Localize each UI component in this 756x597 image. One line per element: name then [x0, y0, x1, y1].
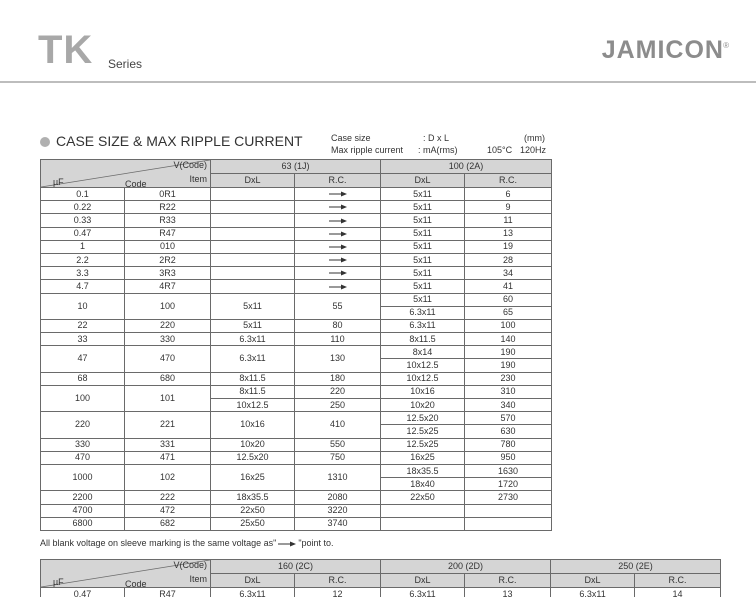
dxl-cell: 10x20 — [211, 438, 295, 451]
rc-cell: 410 — [295, 412, 381, 438]
table-row — [41, 201, 552, 214]
subheader-rc: R.C. — [635, 574, 721, 588]
rc-cell: 630 — [465, 425, 552, 438]
voltage-header-63: 63 (1J) — [211, 160, 381, 174]
code-cell: 220 — [125, 319, 211, 332]
capacitance-cell: 10 — [41, 293, 125, 319]
voltage-header-250: 250 (2E) — [551, 560, 721, 574]
capacitance-cell: 2.2 — [41, 253, 125, 266]
capacitance-cell: 0.22 — [41, 201, 125, 214]
corner-uf-label: µF — [53, 577, 64, 587]
footnote — [40, 538, 334, 548]
right-arrow-icon — [329, 218, 347, 224]
rc-cell: 550 — [295, 438, 381, 451]
table-corner-header — [41, 560, 211, 588]
table-row — [41, 588, 721, 597]
code-cell: 221 — [125, 412, 211, 438]
rc-cell: 41 — [465, 280, 552, 293]
dxl-cell: 10x12.5 — [381, 372, 465, 385]
ripple-table-160-250-clip — [40, 559, 756, 597]
rc-cell: 230 — [465, 372, 552, 385]
table-row — [41, 372, 552, 385]
corner-code-label: Code — [125, 579, 147, 588]
code-cell: 4R7 — [125, 280, 211, 293]
rc-cell: 190 — [465, 346, 552, 359]
code-cell: 680 — [125, 372, 211, 385]
case-size-value: : D x L — [423, 133, 450, 143]
rc-cell: 130 — [295, 346, 381, 372]
rc-cell: 1630 — [465, 464, 552, 477]
subheader-rc: R.C. — [295, 174, 381, 188]
dxl-cell: 5x11 — [211, 319, 295, 332]
dxl-cell: 6.3x11 — [551, 588, 635, 597]
ripple-value: : mA(rms) — [418, 145, 458, 155]
code-cell: 682 — [125, 517, 211, 530]
dxl-cell: 5x11 — [381, 227, 465, 240]
rc-cell: 340 — [465, 399, 552, 412]
code-cell: 100 — [125, 293, 211, 319]
dxl-cell: 10x16 — [381, 385, 465, 398]
rc-cell: 250 — [295, 399, 381, 412]
table-row — [41, 385, 552, 398]
subheader-dxl: DxL — [381, 174, 465, 188]
dxl-cell: 6.3x11 — [381, 588, 465, 597]
subheader-rc: R.C. — [465, 574, 551, 588]
header-rule — [0, 81, 756, 83]
table-row — [41, 412, 552, 425]
code-cell: R33 — [125, 214, 211, 227]
dxl-cell: 12.5x25 — [381, 425, 465, 438]
rc-cell — [295, 280, 381, 293]
right-arrow-icon — [329, 244, 347, 250]
dxl-cell: 6.3x11 — [211, 588, 295, 597]
case-size-label: Case size — [331, 133, 371, 143]
capacitance-cell: 33 — [41, 333, 125, 346]
ripple-table-160-250 — [40, 559, 721, 597]
rc-cell — [295, 227, 381, 240]
ripple-temp: 105°C — [487, 145, 513, 155]
series-label: Series — [108, 57, 143, 71]
rc-cell: 950 — [465, 451, 552, 464]
dxl-cell: 8x14 — [381, 346, 465, 359]
capacitance-cell: 220 — [41, 412, 125, 438]
rc-cell: 190 — [465, 359, 552, 372]
code-cell: R47 — [125, 227, 211, 240]
rc-cell: 13 — [465, 588, 551, 597]
rc-cell — [295, 188, 381, 201]
ripple-label: Max ripple current — [331, 145, 404, 155]
dxl-cell: 18x40 — [381, 478, 465, 491]
code-cell: 010 — [125, 240, 211, 253]
capacitance-cell: 2200 — [41, 491, 125, 504]
capacitance-cell: 0.47 — [41, 227, 125, 240]
corner-vcode-label: V(Code) — [173, 160, 207, 170]
code-cell: 101 — [125, 385, 211, 411]
rc-cell: 3740 — [295, 517, 381, 530]
rc-cell: 60 — [465, 293, 552, 306]
code-cell: 222 — [125, 491, 211, 504]
dxl-cell — [211, 267, 295, 280]
voltage-header-160: 160 (2C) — [211, 560, 381, 574]
table-row — [41, 438, 552, 451]
rc-cell: 100 — [465, 319, 552, 332]
table-row — [41, 464, 552, 477]
dxl-cell — [211, 240, 295, 253]
capacitance-cell: 100 — [41, 385, 125, 411]
rc-cell: 1310 — [295, 464, 381, 490]
code-cell: 471 — [125, 451, 211, 464]
dxl-cell — [211, 227, 295, 240]
capacitance-cell: 68 — [41, 372, 125, 385]
dxl-cell: 25x50 — [211, 517, 295, 530]
rc-cell: 180 — [295, 372, 381, 385]
rc-cell: 80 — [295, 319, 381, 332]
rc-cell: 750 — [295, 451, 381, 464]
right-arrow-icon — [329, 191, 347, 197]
rc-cell — [465, 517, 552, 530]
rc-cell — [465, 504, 552, 517]
code-cell: 3R3 — [125, 267, 211, 280]
dxl-cell: 5x11 — [381, 267, 465, 280]
dxl-cell: 10x20 — [381, 399, 465, 412]
dxl-cell — [211, 214, 295, 227]
subheader-dxl: DxL — [381, 574, 465, 588]
table-row — [41, 188, 552, 201]
table-row — [41, 451, 552, 464]
dxl-cell — [211, 253, 295, 266]
dxl-cell — [211, 280, 295, 293]
section-title: CASE SIZE & MAX RIPPLE CURRENT — [56, 133, 303, 149]
rc-cell — [295, 240, 381, 253]
corner-item-label: Item — [189, 574, 207, 584]
rc-cell: 34 — [465, 267, 552, 280]
table-row — [41, 491, 552, 504]
capacitance-cell: 330 — [41, 438, 125, 451]
rc-cell: 3220 — [295, 504, 381, 517]
right-arrow-icon — [329, 270, 347, 276]
capacitance-cell: 1 — [41, 240, 125, 253]
capacitance-cell: 0.1 — [41, 188, 125, 201]
rc-cell: 13 — [465, 227, 552, 240]
rc-cell: 28 — [465, 253, 552, 266]
dxl-cell: 6.3x11 — [381, 306, 465, 319]
dxl-cell: 12.5x20 — [211, 451, 295, 464]
dxl-cell — [211, 201, 295, 214]
table-row — [41, 319, 552, 332]
rc-cell: 570 — [465, 412, 552, 425]
subheader-dxl: DxL — [211, 174, 295, 188]
right-arrow-icon — [329, 231, 347, 237]
series-code: TK — [38, 28, 94, 72]
brand-registered-mark: ® — [723, 41, 729, 50]
dxl-cell: 8x11.5 — [211, 372, 295, 385]
rc-cell: 9 — [465, 201, 552, 214]
rc-cell: 12 — [295, 588, 381, 597]
corner-uf-label: µF — [53, 177, 64, 187]
dxl-cell: 6.3x11 — [211, 346, 295, 372]
rc-cell — [295, 253, 381, 266]
subheader-dxl: DxL — [551, 574, 635, 588]
dxl-cell: 8x11.5 — [381, 333, 465, 346]
corner-item-label: Item — [189, 174, 207, 184]
dxl-cell: 18x35.5 — [211, 491, 295, 504]
code-cell: 331 — [125, 438, 211, 451]
rc-cell: 780 — [465, 438, 552, 451]
dxl-cell — [381, 504, 465, 517]
dxl-cell: 12.5x20 — [381, 412, 465, 425]
dxl-cell — [381, 517, 465, 530]
rc-cell: 65 — [465, 306, 552, 319]
dxl-cell: 8x11.5 — [211, 385, 295, 398]
corner-code-label: Code — [125, 179, 147, 188]
capacitance-cell: 470 — [41, 451, 125, 464]
rc-cell: 310 — [465, 385, 552, 398]
dxl-cell: 5x11 — [381, 293, 465, 306]
rc-cell — [295, 201, 381, 214]
rc-cell — [295, 214, 381, 227]
rc-cell: 6 — [465, 188, 552, 201]
dxl-cell: 5x11 — [381, 188, 465, 201]
right-arrow-icon — [329, 284, 347, 290]
rc-cell: 14 — [635, 588, 721, 597]
footnote-text: All blank voltage on sleeve marking is the same voltage as" — [40, 538, 277, 548]
dxl-cell: 5x11 — [381, 201, 465, 214]
ripple-table-63-100 — [40, 159, 552, 531]
dxl-cell: 5x11 — [381, 214, 465, 227]
capacitance-cell: 22 — [41, 319, 125, 332]
rc-cell: 2730 — [465, 491, 552, 504]
dxl-cell: 5x11 — [211, 293, 295, 319]
dxl-cell: 10x12.5 — [211, 399, 295, 412]
voltage-header-100: 100 (2A) — [381, 160, 552, 174]
capacitance-cell: 3.3 — [41, 267, 125, 280]
dxl-cell — [211, 188, 295, 201]
dxl-cell: 6.3x11 — [211, 333, 295, 346]
code-cell: 470 — [125, 346, 211, 372]
right-arrow-icon — [329, 204, 347, 210]
rc-cell: 11 — [465, 214, 552, 227]
table-row — [41, 267, 552, 280]
table-row — [41, 280, 552, 293]
code-cell: 2R2 — [125, 253, 211, 266]
spec-note — [331, 132, 551, 156]
right-arrow-icon — [329, 257, 347, 263]
capacitance-cell: 1000 — [41, 464, 125, 490]
ripple-freq: 120Hz — [520, 145, 547, 155]
table-row — [41, 346, 552, 359]
code-cell: 0R1 — [125, 188, 211, 201]
rc-cell: 2080 — [295, 491, 381, 504]
subheader-dxl: DxL — [211, 574, 295, 588]
voltage-header-200: 200 (2D) — [381, 560, 551, 574]
subheader-rc: R.C. — [295, 574, 381, 588]
rc-cell: 1720 — [465, 478, 552, 491]
circle-bullet-icon — [40, 137, 50, 147]
rc-cell: 220 — [295, 385, 381, 398]
case-size-unit: (mm) — [524, 133, 545, 143]
dxl-cell: 16x25 — [381, 451, 465, 464]
capacitance-cell: 4700 — [41, 504, 125, 517]
right-arrow-icon — [278, 541, 296, 547]
code-cell: R47 — [125, 588, 211, 597]
capacitance-cell: 6800 — [41, 517, 125, 530]
dxl-cell: 22x50 — [381, 491, 465, 504]
corner-vcode-label: V(Code) — [173, 560, 207, 570]
table-row — [41, 214, 552, 227]
brand-logo: JAMICON — [601, 36, 724, 64]
code-cell: 472 — [125, 504, 211, 517]
table-row — [41, 504, 552, 517]
rc-cell: 110 — [295, 333, 381, 346]
dxl-cell: 10x12.5 — [381, 359, 465, 372]
capacitance-cell: 0.33 — [41, 214, 125, 227]
table-row — [41, 227, 552, 240]
table-row — [41, 293, 552, 306]
rc-cell — [295, 267, 381, 280]
dxl-cell: 5x11 — [381, 240, 465, 253]
capacitance-cell: 4.7 — [41, 280, 125, 293]
footnote-text-end: "point to. — [298, 538, 334, 548]
dxl-cell: 12.5x25 — [381, 438, 465, 451]
table-corner-header — [41, 160, 211, 188]
subheader-rc: R.C. — [465, 174, 552, 188]
code-cell: R22 — [125, 201, 211, 214]
dxl-cell: 5x11 — [381, 280, 465, 293]
table-row — [41, 517, 552, 530]
rc-cell: 19 — [465, 240, 552, 253]
dxl-cell: 5x11 — [381, 253, 465, 266]
code-cell: 330 — [125, 333, 211, 346]
rc-cell: 140 — [465, 333, 552, 346]
code-cell: 102 — [125, 464, 211, 490]
capacitance-cell: 0.47 — [41, 588, 125, 597]
table-row — [41, 253, 552, 266]
dxl-cell: 16x25 — [211, 464, 295, 490]
dxl-cell: 22x50 — [211, 504, 295, 517]
rc-cell: 55 — [295, 293, 381, 319]
dxl-cell: 10x16 — [211, 412, 295, 438]
table-row — [41, 333, 552, 346]
table-row — [41, 240, 552, 253]
dxl-cell: 18x35.5 — [381, 464, 465, 477]
capacitance-cell: 47 — [41, 346, 125, 372]
dxl-cell: 6.3x11 — [381, 319, 465, 332]
